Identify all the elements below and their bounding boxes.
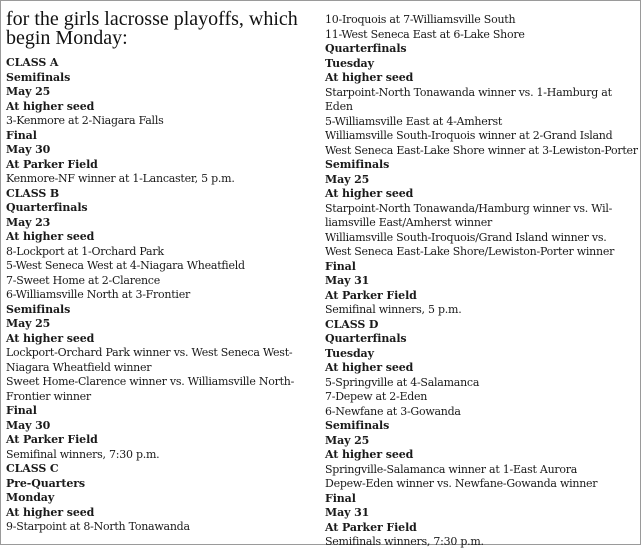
- schedule-entry: 5-Williamsville East at 4-Amherst: [325, 114, 503, 128]
- schedule-heading: Tuesday: [325, 346, 374, 360]
- schedule-heading: Tuesday: [325, 56, 374, 70]
- schedule-entry: Springville-Salamanca winner at 1-East Aurora: [325, 462, 578, 476]
- schedule-entry: Semifinal winners, 5 p.m.: [325, 303, 462, 316]
- schedule-heading: CLASS B: [6, 186, 60, 200]
- schedule-heading: At Parker Field: [325, 288, 417, 302]
- schedule-entry: Starpoint-North Tonawanda/Hamburg winner vs. Wil-: [325, 201, 613, 215]
- schedule-entry: Semifinal winners, 7:30 p.m.: [6, 447, 160, 461]
- schedule-entry: Lockport-Orchard Park winner vs. West Seneca West-: [6, 346, 293, 359]
- schedule-entry: liamsville East/Amherst winner: [325, 216, 492, 229]
- schedule-entry: West Seneca East-Lake Shore/Lewiston-Porter winner: [325, 245, 615, 258]
- right-schedule-list: [325, 13, 637, 550]
- schedule-heading: May 25: [6, 317, 51, 330]
- schedule-heading: At higher seed: [6, 331, 95, 345]
- schedule-heading: Quarterfinals: [325, 332, 407, 345]
- schedule-heading: At higher seed: [325, 448, 414, 461]
- schedule-entry: 6-Williamsville North at 3-Frontier: [6, 288, 190, 301]
- schedule-heading: CLASS C: [6, 462, 59, 475]
- schedule-entry: 8-Lockport at 1-Orchard Park: [6, 244, 164, 258]
- schedule-heading: Final: [6, 404, 37, 417]
- schedule-heading: Semifinals: [325, 158, 390, 171]
- schedule-entry: 9-Starpoint at 8-North Tonawanda: [6, 520, 190, 533]
- schedule-entry: 5-Springville at 4-Salamanca: [325, 375, 480, 389]
- schedule-heading: Quarterfinals: [6, 201, 88, 214]
- schedule-heading: Final: [325, 491, 356, 505]
- schedule-entry: Williamsville South-Iroquois/Grand Island winner vs.: [325, 230, 607, 244]
- schedule-heading: At Parker Field: [325, 520, 417, 534]
- schedule-heading: At higher seed: [325, 361, 414, 374]
- schedule-entry: Depew-Eden winner vs. Newfane-Gowanda winner: [325, 477, 598, 490]
- schedule-heading: Semifinals: [325, 419, 390, 432]
- schedule-heading: Monday: [6, 491, 55, 504]
- schedule-heading: May 30: [6, 143, 51, 156]
- schedule-entry: Eden: [325, 100, 353, 113]
- schedule-entry: 10-Iroquois at 7-Williamsville South: [325, 13, 516, 26]
- schedule-heading: Semifinals: [6, 70, 71, 84]
- schedule-heading: At higher seed: [325, 187, 414, 200]
- schedule-entry: Semifinals winners, 7:30 p.m.: [325, 535, 484, 548]
- schedule-heading: At Parker Field: [6, 157, 98, 171]
- schedule-heading: At Parker Field: [6, 433, 98, 446]
- schedule-heading: At higher seed: [6, 505, 95, 519]
- schedule-entry: 6-Newfane at 3-Gowanda: [325, 404, 461, 418]
- schedule-heading: Final: [325, 259, 356, 273]
- schedule-entry: West Seneca East-Lake Shore winner at 3-Lewiston-Porter: [325, 143, 638, 157]
- schedule-heading: Pre-Quarters: [6, 476, 86, 490]
- schedule-heading: May 25: [6, 85, 51, 98]
- schedule-entry: Sweet Home-Clarence winner vs. Williamsville North-: [6, 375, 295, 388]
- schedule-heading: Final: [6, 128, 37, 142]
- schedule-heading: CLASS A: [6, 56, 59, 69]
- schedule-entry: Starpoint-North Tonawanda winner vs. 1-Hamburg at: [325, 85, 612, 99]
- left-column: [6, 0, 306, 535]
- schedule-heading: Quarterfinals: [325, 42, 407, 55]
- schedule-heading: May 31: [325, 274, 370, 287]
- right-column: [325, 0, 637, 550]
- schedule-heading: May 25: [325, 172, 370, 186]
- schedule-heading: At higher seed: [6, 230, 95, 243]
- schedule-heading: CLASS D: [325, 317, 379, 331]
- schedule-entry: Kenmore-NF winner at 1-Lancaster, 5 p.m.: [6, 172, 235, 185]
- schedule-heading: At higher seed: [6, 99, 95, 113]
- schedule-entry: 3-Kenmore at 2-Niagara Falls: [6, 114, 164, 127]
- schedule-entry: 11-West Seneca East at 6-Lake Shore: [325, 27, 525, 41]
- schedule-entry: 5-West Seneca West at 4-Niagara Wheatfield: [6, 259, 245, 272]
- intro-text: for the girls lacrosse playoffs, which begin Monday:: [6, 8, 298, 49]
- schedule-entry: Williamsville South-Iroquois winner at 2-Grand Island: [325, 129, 613, 142]
- schedule-entry: Niagara Wheatfield winner: [6, 360, 152, 374]
- schedule-entry: 7-Depew at 2-Eden: [325, 390, 428, 403]
- schedule-heading: May 31: [325, 506, 370, 519]
- schedule-heading: May 30: [6, 418, 51, 432]
- schedule-heading: Semifinals: [6, 302, 71, 316]
- schedule-entry: 7-Sweet Home at 2-Clarence: [6, 273, 160, 287]
- left-schedule-list: [6, 56, 306, 535]
- schedule-entry: Frontier winner: [6, 389, 91, 403]
- schedule-heading: May 25: [325, 433, 370, 447]
- schedule-heading: At higher seed: [325, 71, 414, 84]
- schedule-heading: May 23: [6, 215, 51, 229]
